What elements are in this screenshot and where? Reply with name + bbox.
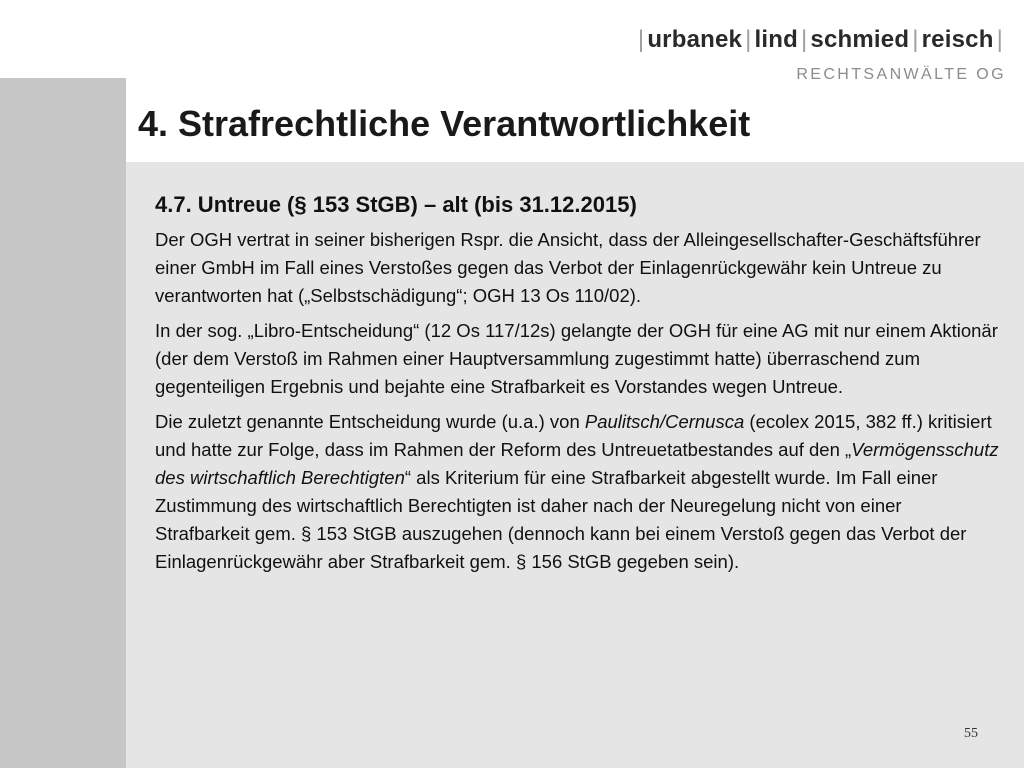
sidebar-decoration — [0, 78, 126, 768]
logo-name-urbanek: urbanek — [647, 26, 743, 53]
paragraph-libro-decision: In der sog. „Libro-Entscheidung“ (12 Os 117/12s) gelangte der OGH für eine AG mit nur einem Aktionär (der dem Verstoß im Rahmen einer Hauptversammlung zugestimmt hatte) überraschend zum gegenteiligen Ergebnis und bejahte eine Strafbarkeit es Vorstandes wegen Untreue. — [155, 320, 998, 397]
paragraph-ogh-previous-view: Der OGH vertrat in seiner bisherigen Rspr. die Ansicht, dass der Alleingesellschafter-Geschäftsführer einer GmbH im Fall eines Verstoßes gegen das Verbot der Einlagenrückgewähr kein Untreue zu verantworten hat („Selbstschädigung“; OGH 13 Os 110/02). — [155, 229, 981, 306]
slide-body — [155, 192, 1000, 583]
logo-firm-names — [635, 26, 1006, 54]
paragraph-reform — [155, 408, 1000, 576]
firm-logo — [635, 26, 1006, 84]
reform-text-1: Die zuletzt genannte Entscheidung wurde (u.a.) von — [155, 411, 585, 432]
logo-separator: | — [637, 26, 645, 53]
reform-authors: Paulitsch/Cernusca — [584, 411, 745, 432]
logo-name-reisch: reisch — [921, 26, 994, 53]
logo-separator: | — [912, 26, 919, 53]
logo-separator: | — [800, 26, 808, 53]
slide-title: 4. Strafrechtliche Verantwortlichkeit — [138, 103, 751, 144]
page-number: 55 — [964, 726, 978, 741]
logo-separator: | — [745, 26, 752, 53]
logo-name-schmied: schmied — [810, 26, 910, 53]
reform-text-3: “ als Kriterium für eine Strafbarkeit abgestellt wurde. Im Fall einer Zustimmung des wirtschaftlich Berechtigten ist daher nach der Neuregelung nicht von einer Strafbarkeit gem. § 153 StGB auszugehen (dennoch kann bei einem Verstoß gegen das Verbot der Einlagenrückgewähr aber Strafbarkeit gem. § 156 StGB gegeben sein). — [155, 467, 967, 572]
logo-name-lind: lind — [754, 26, 798, 53]
logo-separator: | — [996, 26, 1003, 53]
reform-text-2: (ecolex 2015, 382 ff.) kritisiert und hatte zur Folge, dass im Rahmen der Reform des Untreuetatbestandes auf den „ — [155, 411, 992, 460]
logo-subtitle: RECHTSANWÄLTE OG — [796, 66, 1006, 83]
reform-criterion: Vermögensschutz des wirtschaftlich Berechtigten — [155, 439, 999, 488]
section-heading: 4.7. Untreue (§ 153 StGB) – alt (bis 31.12.2015) — [155, 192, 637, 217]
